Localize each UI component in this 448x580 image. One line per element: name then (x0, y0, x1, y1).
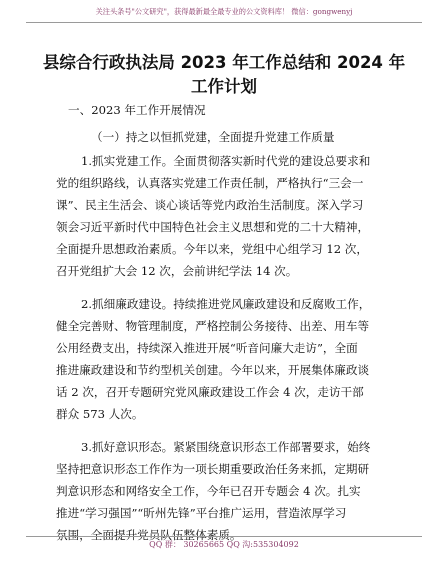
paragraph-line: 话 2 次，召开专题研究党风廉政建设工作会 4 次，走访干部 (56, 385, 364, 399)
paragraph-line: 领会习近平新时代中国特色社会主义思想和党的二十大精神， (56, 220, 370, 234)
paragraph-line: 推进廉政建设和节约型机关创建。今年以来，开展集体廉政谈 (56, 363, 370, 377)
title-line-2: 工作计划 (191, 77, 257, 96)
document-title (40, 51, 408, 99)
paragraph-line: 3.抓好意识形态。紧紧围绕意识形态工作部署要求，始终 (81, 440, 371, 454)
subsection-heading: （一）持之以恒抓党建，全面提升党建工作质量 (91, 130, 335, 144)
footer-divider (26, 536, 422, 537)
paragraph-line: 2.抓细廉政建设。持续推进党风廉政建设和反腐败工作， (81, 297, 371, 311)
promo-banner: 关注头条号"公文研究"，获得最新最全最专业的公文资料库！ 微信：gongwenyj (95, 7, 353, 16)
paragraph-line: 党的组织路线，认真落实党建工作责任制，严格执行“三会一 (56, 176, 364, 190)
paragraph-line: 全面提升思想政治素质。今年以来，党组中心组学习 12 次， (56, 242, 368, 256)
paragraph-line: 坚持把意识形态工作作为一项长期重要政治任务来抓，定期研 (56, 462, 370, 476)
paragraph-line: 召开党组扩大会 12 次，会前讲纪学法 14 次。 (56, 264, 298, 278)
footer-contact: QQ 群： 30265665 QQ 沟:535304092 (149, 540, 299, 549)
paragraph-line: 健全完善财、物管理制度，严格控制公务接待、出差、用车等 (56, 319, 370, 333)
paragraph-line: 公用经费支出，持续深入推进开展“听音问廉大走访”，全面 (56, 341, 358, 355)
paragraph-line: 氛围，全面提升党员队伍整体素质。 (56, 528, 242, 542)
header-divider (26, 22, 422, 23)
paragraph-line: 判意识形态和网络安全工作，今年已召开专题会 4 次。扎实 (56, 484, 361, 498)
paragraph-line: 推进“学习强国”“昕州先锋”平台推广运用，营造浓厚学习 (56, 506, 347, 520)
paragraph-line: 1.抓实党建工作。全面贯彻落实新时代党的建设总要求和 (81, 154, 371, 168)
paragraph-line: 课”、民主生活会、谈心谈话等党内政治生活制度。深入学习 (56, 198, 364, 212)
paragraph-line: 群众 573 人次。 (56, 407, 144, 421)
title-line-1: 县综合行政执法局 2023 年工作总结和 2024 年 (42, 53, 406, 72)
section-heading: 一、2023 年工作开展情况 (68, 103, 206, 117)
